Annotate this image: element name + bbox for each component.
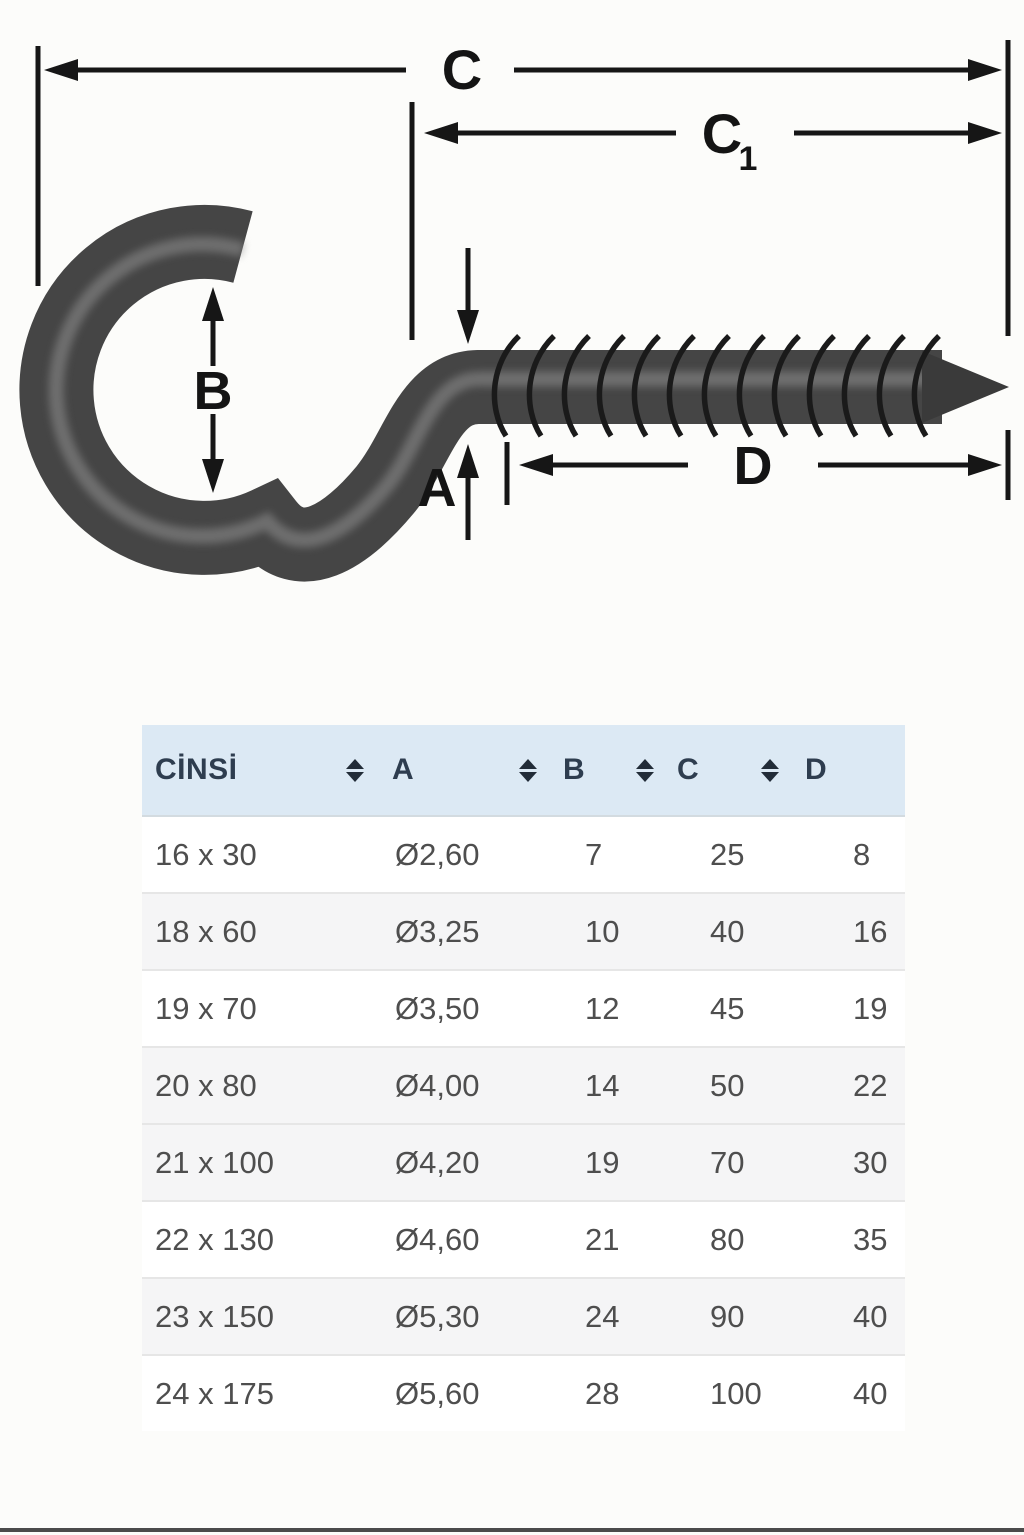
cell-cinsi: 19 x 70 (155, 990, 257, 1026)
cell-b: 10 (585, 913, 620, 949)
column-label: D (805, 753, 828, 786)
cell-d: 40 (853, 1375, 888, 1411)
cell-d: 30 (853, 1144, 888, 1180)
dimension-c1-label: C (701, 102, 743, 165)
screw-hook-diagram (0, 0, 1024, 700)
cell-c: 45 (710, 990, 745, 1026)
sort-icon[interactable] (346, 759, 364, 782)
table-header (142, 725, 905, 815)
column-header-c[interactable] (665, 725, 790, 815)
cell-c: 50 (710, 1067, 745, 1103)
column-header-d (790, 725, 905, 815)
table-row (142, 892, 905, 969)
dimension-d-label: D (733, 436, 773, 496)
dimension-d (507, 430, 1008, 505)
dimension-a-label: A (417, 458, 457, 518)
column-header-b[interactable] (548, 725, 665, 815)
sort-icon[interactable] (636, 759, 654, 782)
cell-d: 40 (853, 1298, 888, 1334)
cell-a: Ø3,25 (395, 913, 480, 949)
dimension-c1 (412, 102, 1002, 340)
cell-b: 28 (585, 1375, 620, 1411)
table-row (142, 815, 905, 892)
sort-icon[interactable] (761, 759, 779, 782)
cell-a: Ø3,50 (395, 990, 480, 1026)
column-header-cinsi[interactable] (142, 725, 375, 815)
dimension-b (194, 287, 233, 493)
cell-a: Ø4,20 (395, 1144, 480, 1180)
cell-c: 70 (710, 1144, 745, 1180)
cell-cinsi: 21 x 100 (155, 1144, 274, 1180)
cell-c: 80 (710, 1221, 745, 1257)
cell-d: 8 (853, 836, 871, 872)
column-header-a[interactable] (375, 725, 548, 815)
dimension-b-label: B (193, 361, 233, 421)
cell-cinsi: 23 x 150 (155, 1298, 274, 1334)
cell-a: Ø2,60 (395, 836, 480, 872)
cell-d: 35 (853, 1221, 888, 1257)
cell-b: 12 (585, 990, 620, 1026)
cell-cinsi: 20 x 80 (155, 1067, 257, 1103)
table-row (142, 1123, 905, 1200)
cell-d: 22 (853, 1067, 888, 1103)
dimension-c-label: C (441, 38, 483, 101)
cell-c: 25 (710, 836, 745, 872)
dimension-c1-subscript: 1 (738, 140, 758, 178)
sort-icon[interactable] (519, 759, 537, 782)
screw-tip (922, 351, 1009, 423)
table-row (142, 1354, 905, 1431)
column-label: C (677, 753, 700, 786)
table-row (142, 1046, 905, 1123)
cell-d: 19 (853, 990, 888, 1026)
size-table (142, 725, 905, 1431)
cell-a: Ø5,30 (395, 1298, 480, 1334)
cell-b: 24 (585, 1298, 620, 1334)
cell-a: Ø4,00 (395, 1067, 480, 1103)
table-body (142, 815, 905, 1431)
column-label: A (392, 753, 415, 786)
cell-cinsi: 22 x 130 (155, 1221, 274, 1257)
cell-cinsi: 16 x 30 (155, 836, 257, 872)
page-bottom-border (0, 1528, 1024, 1532)
cell-b: 14 (585, 1067, 620, 1103)
cell-b: 21 (585, 1221, 620, 1257)
cell-c: 90 (710, 1298, 745, 1334)
table-row (142, 1200, 905, 1277)
cell-cinsi: 18 x 60 (155, 913, 257, 949)
table-row (142, 969, 905, 1046)
dimension-c (38, 38, 1008, 336)
cell-d: 16 (853, 913, 888, 949)
cell-c: 40 (710, 913, 745, 949)
cell-c: 100 (710, 1375, 762, 1411)
cell-b: 7 (585, 836, 603, 872)
column-label: CİNSİ (155, 753, 238, 786)
column-label: B (563, 753, 586, 786)
table-row (142, 1277, 905, 1354)
cell-a: Ø4,60 (395, 1221, 480, 1257)
cell-cinsi: 24 x 175 (155, 1375, 274, 1411)
cell-a: Ø5,60 (395, 1375, 480, 1411)
cell-b: 19 (585, 1144, 620, 1180)
